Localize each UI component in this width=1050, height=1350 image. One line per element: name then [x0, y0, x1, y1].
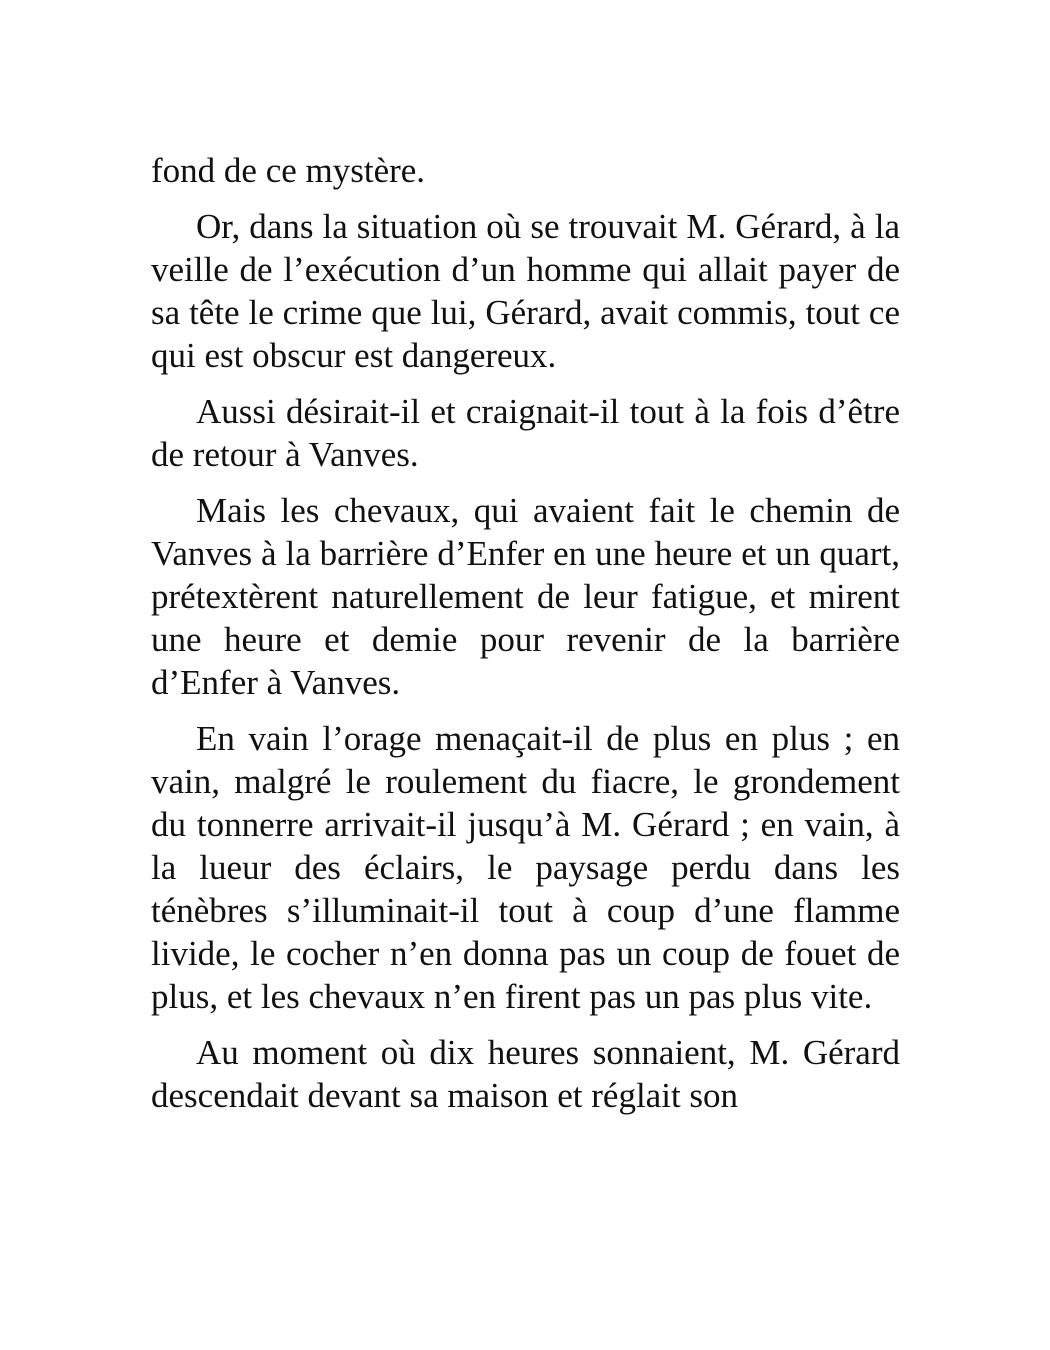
- paragraph: Or, dans la situation où se trouvait M. Gérard, à la veille de l’exécution d’un homme qui allait payer de sa tête le crime que lui, Gérard, avait commis, tout ce qui est obscur est dangereux.: [151, 207, 900, 375]
- paragraph-last: Au moment où dix heures sonnaient, M. Gérard descendait devant sa maison et réglait son: [151, 1033, 900, 1115]
- paragraph: Aussi désirait-il et craignait-il tout à la fois d’être de retour à Vanves.: [151, 392, 900, 474]
- paragraph: En vain l’orage menaçait-il de plus en plus ; en vain, malgré le roulement du fiacre, le grondement du tonnerre arrivait-il jusqu’à M. Gérard ; en vain, à la lueur des éclairs, le paysage perdu dans les ténèbres s’illuminait-il tout à coup d’une flamme livide, le cocher n’en donna pas un coup de fouet de plus, et les chevaux n’en firent pas un pas plus vite.: [151, 719, 900, 1016]
- paragraph: Mais les chevaux, qui avaient fait le chemin de Vanves à la barrière d’Enfer en une heure et un quart, prétextèrent naturellement de leur fatigue, et mirent une heure et demie pour revenir de la barrière d’Enfer à Vanves.: [151, 491, 900, 702]
- document-page: [151, 149, 900, 1130]
- paragraph-continued: fond de ce mystère.: [151, 151, 426, 190]
